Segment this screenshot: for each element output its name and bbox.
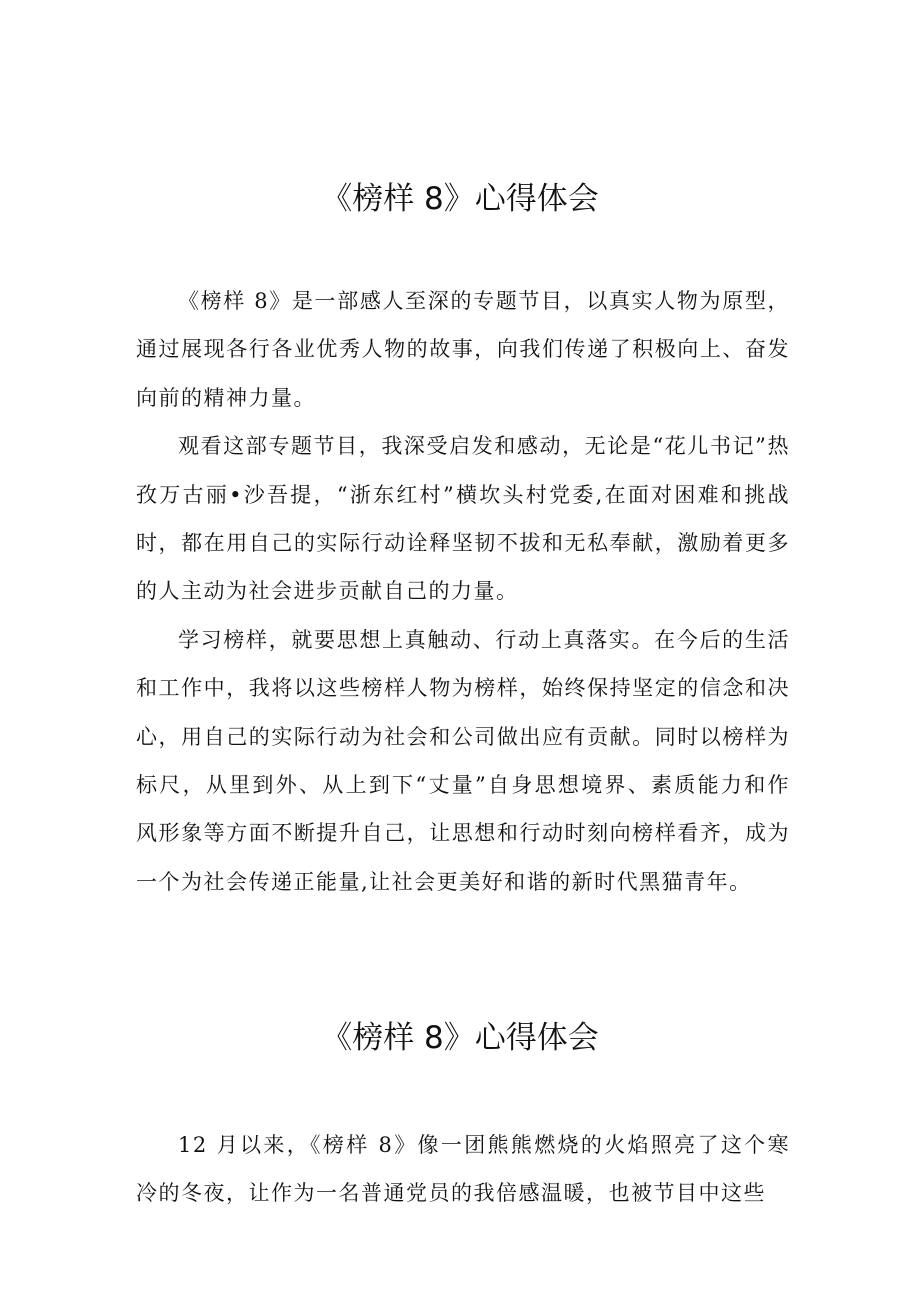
paragraph: 观看这部专题节目，我深受启发和感动，无论是“花儿书记”热孜万古丽•沙吾提，“浙东红村”横坎头村党委,在面对困难和挑战时，都在用自己的实际行动诠释坚韧不拔和无私奉献，激励着更多的人主动为社会进步贡献自己的力量。 <box>136 434 790 604</box>
article-body <box>136 277 790 906</box>
article-title: 《榜样 8》心得体会 <box>321 1020 599 1056</box>
paragraph: 学习榜样，就要思想上真触动、行动上真落实。在今后的生活和工作中，我将以这些榜样人物为榜样，始终保持坚定的信念和决心，用自己的实际行动为社会和公司做出应有贡献。同时以榜样为标尺，从里到外、从上到下“丈量”自身思想境界、素质能力和作风形象等方面不断提升自己，让思想和行动时刻向榜样看齐，成为一个为社会传递正能量,让社会更美好和谐的新时代黑猫青年。 <box>136 627 790 894</box>
article-body <box>136 1121 790 1218</box>
paragraph: 12 月以来，《榜样 8》像一团熊熊燃烧的火焰照亮了这个寒冷的冬夜，让作为一名普通党员的我倍感温暖，也被节目中这些 <box>136 1133 790 1206</box>
paragraph: 《榜样 8》是一部感人至深的专题节目，以真实人物为原型，通过展现各行各业优秀人物的故事，向我们传递了积极向上、奋发向前的精神力量。 <box>136 289 790 410</box>
article-title: 《榜样 8》心得体会 <box>321 181 599 217</box>
